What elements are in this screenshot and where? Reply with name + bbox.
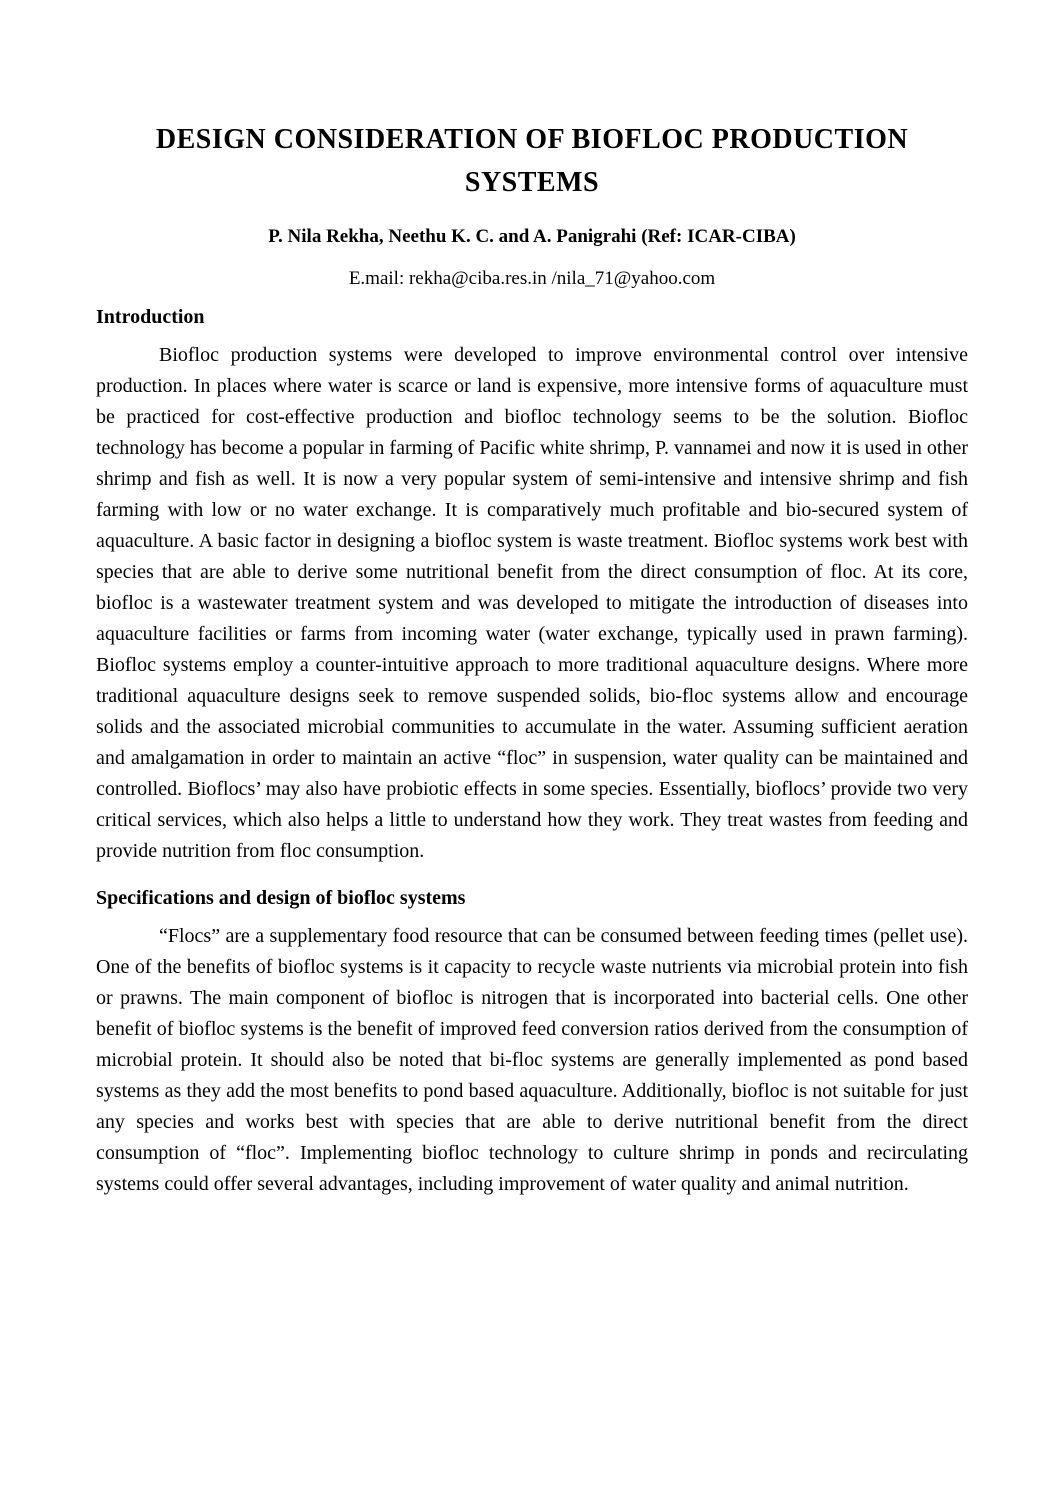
specifications-paragraph: “Flocs” are a supplementary food resource that can be consumed between feeding times (pellet use). One of the benefits of biofloc systems is it capacity to recycle waste nutrients via microbial protein into fish or prawns. The main component of biofloc is nitrogen that is incorporated into bacterial cells. One other benefit of biofloc systems is the benefit of improved feed conversion ratios derived from the consumption of microbial protein. It should also be noted that bi-floc systems are generally implemented as pond based systems as they add the most benefits to pond based aquaculture. Additionally, biofloc is not suitable for just any species and works best with species that are able to derive nutritional benefit from the direct consumption of “floc”. Implementing biofloc technology to culture shrimp in ponds and recirculating systems could offer several advantages, including improvement of water quality and animal nutrition. xyxy=(96,924,968,1195)
introduction-paragraph: Biofloc production systems were developed to improve environmental control over intensive production. In places where water is scarce or land is expensive, more intensive forms of aquaculture must be practiced for cost-effective production and biofloc technology seems to be the solution. Biofloc technology has become a popular in farming of Pacific white shrimp, P. vannamei and now it is used in other shrimp and fish as well. It is now a very popular system of semi-intensive and intensive shrimp and fish farming with low or no water exchange. It is comparatively much profitable and bio-secured system of aquaculture. A basic factor in designing a biofloc system is waste treatment. Biofloc systems work best with species that are able to derive some nutritional benefit from the direct consumption of floc. At its core, biofloc is a wastewater treatment system and was developed to mitigate the introduction of diseases into aquaculture facilities or farms from incoming water (water exchange, typically used in prawn farming). Biofloc systems employ a counter-intuitive approach to more traditional aquaculture designs. Where more traditional aquaculture designs seek to remove suspended solids, bio-floc systems allow and encourage solids and the associated microbial communities to accumulate in the water. Assuming sufficient aeration and amalgamation in order to maintain an active “floc” in suspension, water quality can be maintained and controlled. Bioflocs’ may also have probiotic effects in some species. Essentially, bioflocs’ provide two very critical services, which also helps a little to understand how they work. They treat wastes from feeding and provide nutrition from floc consumption. xyxy=(96,343,968,862)
section-heading-introduction: Introduction xyxy=(96,305,205,328)
email-line: E.mail: rekha@ciba.res.in /nila_71@yahoo.com xyxy=(348,268,716,290)
document-title-line-2: SYSTEMS xyxy=(464,167,600,199)
section-introduction xyxy=(96,302,968,867)
section-heading-specifications: Specifications and design of biofloc systems xyxy=(96,886,466,909)
document-title-line-1: DESIGN CONSIDERATION OF BIOFLOC PRODUCTION xyxy=(155,124,909,155)
document-title xyxy=(96,118,968,205)
section-specifications xyxy=(96,883,968,1200)
authors-line: P. Nila Rekha, Neethu K. C. and A. Panigrahi (Ref: ICAR-CIBA) xyxy=(268,225,796,247)
